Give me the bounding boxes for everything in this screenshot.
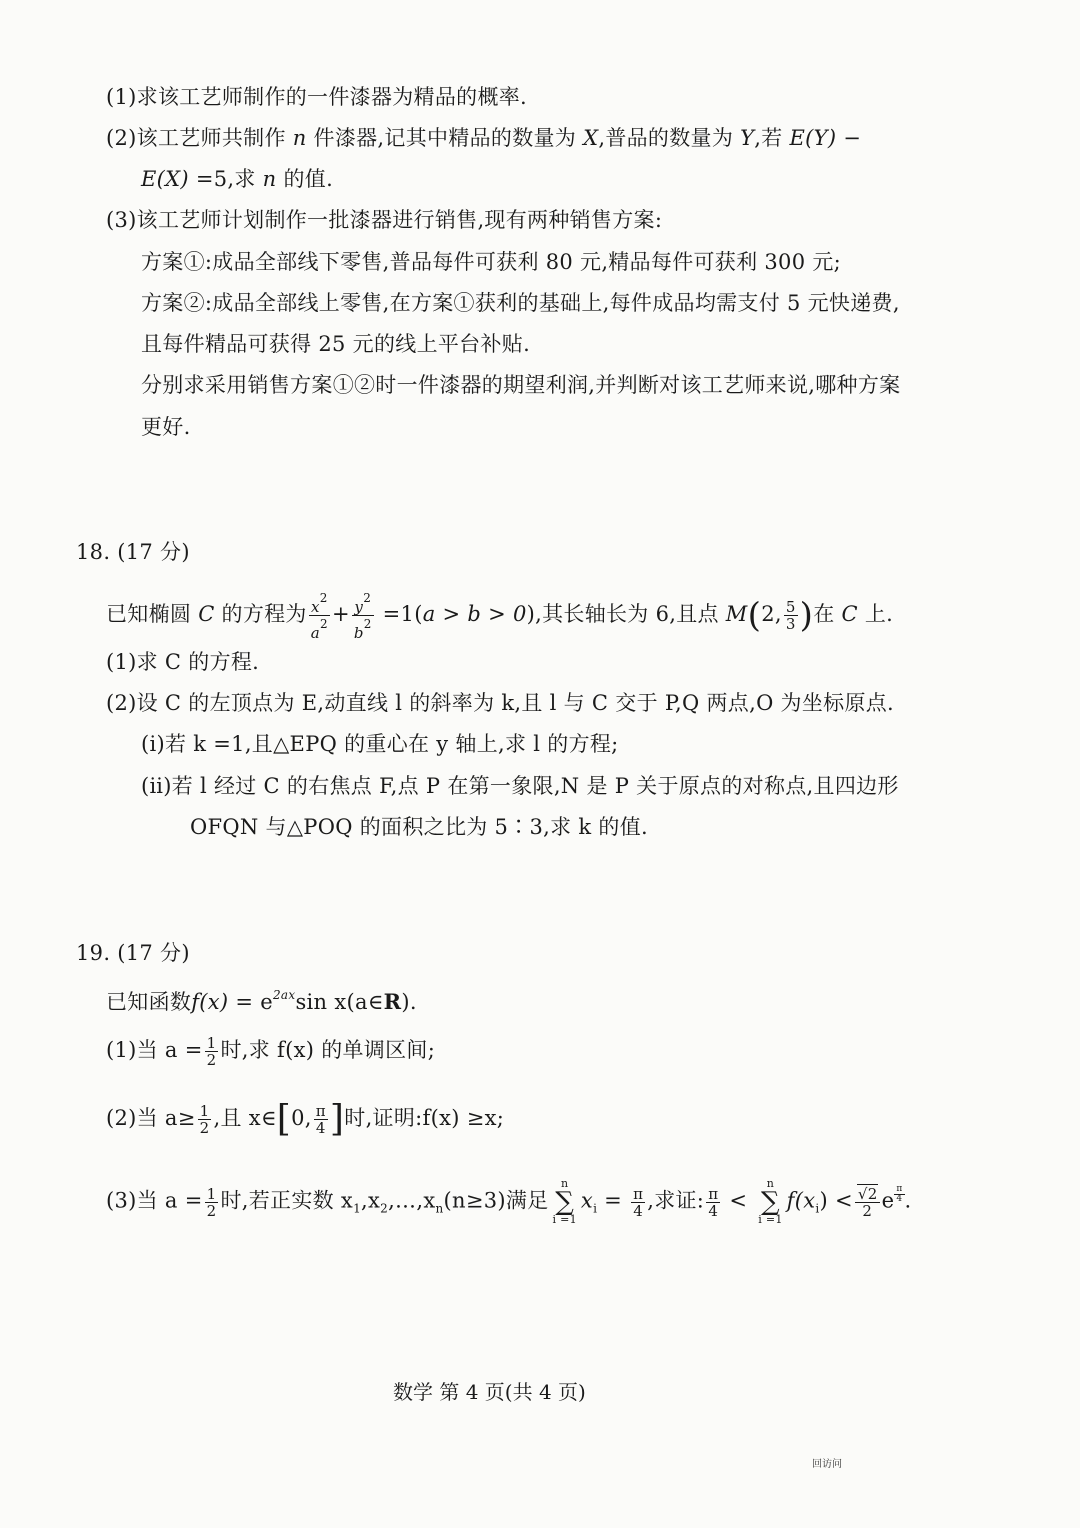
sigma-icon: ∑ bbox=[555, 1187, 575, 1217]
q18-part2-ii: (ⅱ)若 l 经过 C 的右焦点 F,点 P 在第一象限,N 是 P 关于原点的对称点,且四边形 bbox=[141, 774, 899, 798]
watermark-stamp: 回访问 bbox=[812, 1459, 842, 1470]
var-n: n bbox=[292, 126, 307, 150]
exponent: 2 bbox=[320, 617, 328, 631]
subscript: 2 bbox=[380, 1201, 389, 1216]
sqrt-2: √2 bbox=[857, 1184, 878, 1203]
summation bbox=[552, 1178, 576, 1226]
right-bracket: ] bbox=[329, 1098, 345, 1140]
q19-stem bbox=[106, 980, 417, 1017]
numerator: 1 bbox=[206, 1184, 217, 1203]
text: 件漆器,记其中精品的数量为 bbox=[306, 126, 584, 150]
text: ,普品的数量为 bbox=[598, 126, 741, 150]
text: 已知函数 bbox=[106, 990, 192, 1014]
var-y: y bbox=[354, 598, 364, 616]
var-x: x bbox=[580, 1188, 594, 1213]
denominator: 2 bbox=[206, 1051, 217, 1069]
upper-limit: n bbox=[766, 1177, 775, 1190]
text: = bbox=[597, 1188, 630, 1213]
text: 0, bbox=[291, 1106, 312, 1130]
left-bracket: [ bbox=[276, 1098, 292, 1140]
text: (2)当 a≥ bbox=[106, 1106, 196, 1130]
lower-limit: i =1 bbox=[758, 1213, 783, 1226]
text: ) bbox=[819, 1188, 829, 1213]
lower-limit: i =1 bbox=[552, 1213, 577, 1226]
denominator: 3 bbox=[785, 615, 796, 633]
q17-plan2-cont: 且每件精品可获得 25 元的线上平台补贴. bbox=[141, 332, 531, 356]
text: =1( bbox=[375, 602, 423, 626]
var-C: C bbox=[841, 602, 858, 626]
numerator: π bbox=[315, 1102, 326, 1120]
denominator: 4 bbox=[315, 1119, 326, 1137]
q17-part3: (3)该工艺师计划制作一批漆器进行销售,现有两种销售方案: bbox=[106, 208, 663, 232]
text: (3)当 a = bbox=[106, 1188, 203, 1213]
numerator: π bbox=[633, 1184, 644, 1203]
q17-part2-line1 bbox=[106, 123, 861, 153]
text: 时,若正实数 x bbox=[220, 1188, 354, 1213]
text: 的值. bbox=[276, 167, 334, 191]
q17-part1: (1)求该工艺师制作的一件漆器为精品的概率. bbox=[106, 85, 528, 109]
q19-part1 bbox=[106, 1035, 435, 1068]
text: (n≥3)满足 bbox=[443, 1188, 549, 1213]
subscript: i bbox=[815, 1201, 820, 1216]
denominator: 2 bbox=[206, 1201, 217, 1220]
var-C: C bbox=[198, 602, 215, 626]
q17-ask-line2: 更好. bbox=[141, 415, 191, 439]
denominator: 4 bbox=[896, 1193, 903, 1204]
real-numbers: R bbox=[383, 989, 402, 1014]
text: (2)该工艺师共制作 bbox=[106, 126, 293, 150]
q19-part3: (3)当 a = $\frac{1}{2}$ 时,若正实数 $x_1,x_2,\dots,x_n(n\ge 3)$满足 n ∑ i =1 $x_i$ = $\frac{\pi}{4}$ ,求证: $\frac{\pi}{4}$ < n ∑ i =1 $f(x_i)$ < $\frac{√2}{2}$ e $^{\frac{\pi}{4}}$ . bbox=[106, 1177, 912, 1226]
fraction-pi-4 bbox=[314, 1103, 328, 1136]
fraction-pi-4 bbox=[706, 1186, 720, 1219]
subscript: 1 bbox=[353, 1201, 361, 1216]
text: 上. bbox=[857, 602, 894, 626]
denominator: 4 bbox=[708, 1201, 719, 1220]
text: ,求证: bbox=[647, 1188, 705, 1213]
denominator: 4 bbox=[633, 1201, 644, 1220]
expectation-X: E(X) bbox=[141, 167, 189, 191]
text: ,若 bbox=[754, 126, 790, 150]
text: 2, bbox=[761, 602, 782, 626]
fraction-1-2 bbox=[205, 1035, 219, 1068]
var-Y: Y bbox=[740, 126, 755, 150]
text: 已知椭圆 bbox=[106, 602, 199, 626]
subscript: i bbox=[593, 1201, 598, 1216]
subscript: n bbox=[435, 1201, 444, 1216]
text: = e bbox=[228, 990, 273, 1014]
q19-heading: 19. (17 分) bbox=[76, 941, 190, 965]
q19-part2 bbox=[106, 1098, 505, 1140]
fraction-5-3 bbox=[784, 599, 798, 632]
point-M: M bbox=[725, 602, 748, 626]
text: 时,求 f(x) 的单调区间; bbox=[220, 1038, 436, 1062]
fraction-pi-4 bbox=[631, 1186, 645, 1219]
function-fx: f(x) bbox=[191, 990, 229, 1014]
exponent-pi-over-4 bbox=[894, 1183, 904, 1204]
var-X: X bbox=[583, 126, 599, 150]
euler-e: e bbox=[881, 1188, 895, 1213]
var-x: x bbox=[310, 598, 320, 616]
var-n: n bbox=[262, 167, 277, 191]
right-paren: ) bbox=[799, 595, 814, 636]
numerator: 1 bbox=[206, 1034, 217, 1052]
numerator: 5 bbox=[785, 598, 796, 616]
q18-part1: (1)求 C 的方程. bbox=[106, 650, 260, 674]
numerator: 1 bbox=[199, 1102, 210, 1120]
text: (1)当 a = bbox=[106, 1038, 203, 1062]
left-paren: ( bbox=[747, 595, 762, 636]
upper-limit: n bbox=[560, 1177, 569, 1190]
var-a: a bbox=[310, 624, 320, 642]
fraction-y2-b2 bbox=[352, 590, 374, 641]
text: ,x bbox=[361, 1188, 381, 1213]
fraction-1-2 bbox=[198, 1103, 212, 1136]
exponent: 2 bbox=[363, 617, 372, 631]
fraction-sqrt2-2 bbox=[855, 1186, 880, 1219]
text: 的方程为 bbox=[214, 602, 307, 626]
q18-stem: 已知椭圆 C 的方程为 $\frac{x^2}{a^2}$ + $\frac{y^2}{b^2}$ =1(a > b > 0),其长轴长为 6,且点 M(2, $\frac{5}{3}$ )在 C 上. bbox=[106, 591, 894, 642]
q17-ask-line1: 分别求采用销售方案①②时一件漆器的期望利润,并判断对该工艺师来说,哪种方案 bbox=[141, 373, 901, 397]
fraction-x2-a2 bbox=[309, 590, 330, 641]
sigma-icon: ∑ bbox=[761, 1187, 780, 1217]
q18-part2: (2)设 C 的左顶点为 E,动直线 l 的斜率为 k,且 l 与 C 交于 P,Q 两点,O 为坐标原点. bbox=[106, 691, 895, 715]
exponent: 2ax bbox=[272, 988, 296, 1002]
q17-plan1: 方案①:成品全部线下零售,普品每件可获利 80 元,精品每件可获利 300 元; bbox=[141, 250, 842, 274]
text: ,且 x∈ bbox=[213, 1106, 277, 1130]
q18-part2-i: (ⅰ)若 k =1,且△EPQ 的重心在 y 轴上,求 l 的方程; bbox=[141, 732, 619, 756]
text: 在 bbox=[813, 602, 842, 626]
condition: a > b > 0 bbox=[422, 602, 527, 626]
text: < bbox=[722, 1188, 755, 1213]
q17-plan2: 方案②:成品全部线上零售,在方案①获利的基础上,每件成品均需支付 5 元快递费, bbox=[141, 291, 900, 315]
text: sin x(a∈ bbox=[295, 990, 384, 1014]
q17-part2-line2 bbox=[141, 164, 333, 194]
summation bbox=[758, 1178, 782, 1226]
expectation-Y: E(Y) − bbox=[789, 126, 862, 150]
text: =5,求 bbox=[188, 167, 263, 191]
text: ,…,x bbox=[388, 1188, 436, 1213]
fraction-1-2 bbox=[205, 1186, 219, 1219]
text: ),其长轴长为 6,且点 bbox=[526, 602, 726, 626]
numerator: π bbox=[896, 1183, 903, 1194]
denominator: 2 bbox=[862, 1201, 873, 1220]
q18-heading: 18. (17 分) bbox=[76, 540, 190, 564]
exponent: 2 bbox=[319, 591, 328, 605]
text: 时,证明:f(x) ≥x; bbox=[344, 1106, 505, 1130]
denominator: 2 bbox=[199, 1119, 210, 1137]
exponent: 2 bbox=[363, 591, 372, 605]
var-b: b bbox=[353, 624, 364, 642]
text: ). bbox=[401, 990, 417, 1014]
function-f: f(x bbox=[786, 1188, 816, 1213]
text: < bbox=[828, 1188, 853, 1213]
q18-part2-ii-cont: OFQN 与△POQ 的面积之比为 5∶3,求 k 的值. bbox=[190, 815, 648, 839]
numerator: π bbox=[708, 1184, 719, 1203]
page-footer: 数学 第 4 页(共 4 页) bbox=[393, 1380, 586, 1404]
